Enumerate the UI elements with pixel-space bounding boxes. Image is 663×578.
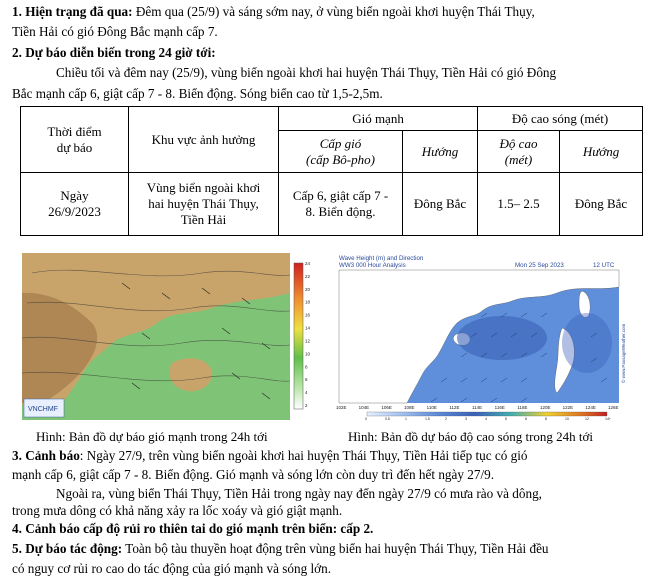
wave-map-lon-label: 116E xyxy=(494,405,505,410)
wave-map-time: 12 UTC xyxy=(593,262,615,269)
section-2-line-1: Chiều tối và đêm nay (25/9), vùng biển ngoài khơi hai huyện Thái Thụy, Tiền Hải có gió Đông xyxy=(56,65,557,80)
section-1-line-1 xyxy=(12,4,652,20)
wave-map-caption: Hình: Bản đồ dự báo độ cao sóng trong 24h tới xyxy=(348,429,594,444)
cell-wind-level: Cấp 6, giật cấp 7 - 8. Biển động. xyxy=(279,173,403,236)
wave-map-lon-label: 112E xyxy=(449,405,460,410)
wave-map-lon-label: 106E xyxy=(381,405,392,410)
section-3-text: : Ngày 27/9, trên vùng biển ngoài khơi hai huyện Thái Thụy, Tiền Hải tiếp tục có gió xyxy=(79,448,528,463)
wave-scale-bar xyxy=(367,412,607,416)
vnchmf-badge-text: VNCHMF xyxy=(28,406,58,413)
wave-scale-label: 6 xyxy=(525,417,527,420)
wind-scale-label: 8 xyxy=(305,364,308,370)
wave-map-date: Mon 25 Sep 2023 xyxy=(515,262,564,269)
wave-map-lon-label: 124E xyxy=(585,405,596,410)
cell-wave-direction: Đông Bắc xyxy=(560,173,643,236)
header-wave-height: Độ cao (mét) xyxy=(478,131,560,173)
wind-scale-label: 12 xyxy=(305,338,311,344)
wave-map-high-waves-east xyxy=(562,313,612,373)
section-3-line-3: Ngoài ra, vùng biển Thái Thụy, Tiền Hải trong ngày nay đến ngày 27/9 có mưa rào và dông, xyxy=(56,486,542,501)
cell-time: Ngày 26/9/2023 xyxy=(21,173,129,236)
wind-scale-label: 10 xyxy=(305,351,311,357)
wave-map-lon-label: 122E xyxy=(562,405,574,410)
wind-scale-label: 2 xyxy=(305,403,308,408)
wave-scale-label: 0.5 xyxy=(385,417,390,420)
wind-scale-labels xyxy=(305,261,311,408)
wave-map-high-waves xyxy=(457,316,547,360)
section-3-heading: 3. Cảnh báo xyxy=(12,448,80,463)
wind-map-graphic xyxy=(22,253,312,420)
header-area: Khu vực ảnh hưởng xyxy=(129,107,279,173)
header-wave-direction: Hướng xyxy=(560,131,643,173)
wave-scale-label: 1.5 xyxy=(425,417,430,420)
header-wind-direction: Hướng xyxy=(403,131,478,173)
wind-scale-label: 20 xyxy=(305,286,311,292)
wave-scale-label: 4 xyxy=(485,417,487,420)
section-1-text: Đêm qua (25/9) và sáng sớm nay, ở vùng biển ngoài khơi huyện Thái Thụy, xyxy=(132,4,535,19)
wind-scale-bar xyxy=(294,263,303,409)
section-5-line-1 xyxy=(12,541,652,557)
wave-scale-label: 2 xyxy=(445,417,447,420)
wave-scale-label: 0 xyxy=(365,417,367,420)
wave-map-lon-label: 102E xyxy=(336,405,347,410)
section-4-heading: 4. Cảnh báo cấp độ rủi ro thiên tai do gió mạnh trên biển: cấp 2. xyxy=(12,521,374,536)
section-5-line-2: có nguy cơ rủi ro cao do tác động của gió mạnh và sóng lớn. xyxy=(12,561,332,576)
wind-scale-label: 14 xyxy=(305,325,311,331)
wind-scale-label: 16 xyxy=(305,312,311,318)
wave-map-lon-label: 108E xyxy=(404,405,415,410)
section-3-line-2: mạnh cấp 6, giật cấp 7 - 8. Biển động. Gió mạnh và sóng lớn còn duy trì đến hết ngày 27/9. xyxy=(12,467,494,482)
wave-scale-label: 8 xyxy=(545,417,547,420)
wind-scale-label: 22 xyxy=(305,273,311,279)
header-wind-level: Cấp gió (cấp Bô-pho) xyxy=(279,131,403,173)
section-5-heading: 5. Dự báo tác động: xyxy=(12,541,123,556)
section-2-line-2: Bắc mạnh cấp 6, giật cấp 7 - 8. Biển động. Sóng biển cao từ 1,5-2,5m. xyxy=(12,86,383,101)
header-wind: Gió mạnh xyxy=(279,107,478,131)
cell-wave-height: 1.5– 2.5 xyxy=(478,173,560,236)
wave-scale-label: 1 xyxy=(405,417,407,420)
section-3-line-1 xyxy=(12,448,652,464)
wind-scale-label: 24 xyxy=(305,261,311,266)
wave-map-graphic xyxy=(327,253,632,420)
wind-forecast-map xyxy=(22,253,312,420)
section-5-text: Toàn bộ tàu thuyền hoạt động trên vùng biển hai huyện Thái Thụy, Tiền Hải đều xyxy=(122,541,549,556)
wave-map-lon-label: 118E xyxy=(517,405,528,410)
wave-map-lon-label: 110E xyxy=(426,405,437,410)
forecast-table xyxy=(20,106,643,236)
section-3-line-4: trong mưa dông có khả năng xảy ra lốc xoáy và gió giật mạnh. xyxy=(12,503,343,518)
table-row xyxy=(21,173,643,236)
wave-map-title: Wave Height (m) and Direction xyxy=(339,255,424,262)
cell-wind-direction: Đông Bắc xyxy=(403,173,478,236)
wave-scale-label: 14+ xyxy=(605,417,611,420)
wave-scale-label: 10 xyxy=(565,417,569,420)
wind-map-caption: Hình: Bản đồ dự báo gió mạnh trong 24h tới xyxy=(36,429,268,444)
cell-area: Vùng biển ngoài khơi hai huyện Thái Thụy, Tiền Hải xyxy=(129,173,279,236)
wind-scale-label: 4 xyxy=(305,390,308,396)
wave-scale-label: 5 xyxy=(505,417,507,420)
wave-scale-labels xyxy=(365,417,611,420)
wave-map-lon-label: 104E xyxy=(358,405,370,410)
wave-scale-label: 12 xyxy=(585,417,589,420)
section-1-heading: 1. Hiện trạng đã qua: xyxy=(12,4,133,19)
wave-map-lon-label: 126E xyxy=(608,405,619,410)
wave-map-subtitle: WW3 000 Hour Analysis xyxy=(339,262,406,269)
wave-height-map xyxy=(327,253,632,420)
header-time: Thời điểm dự báo xyxy=(21,107,129,173)
wave-map-lon-label: 120E xyxy=(540,405,551,410)
wave-map-lon-label: 114E xyxy=(472,405,483,410)
wind-scale-label: 18 xyxy=(305,299,311,305)
wave-scale-label: 3 xyxy=(465,417,467,420)
wave-map-watermark: © www.PassageWeather.com xyxy=(621,323,626,383)
wave-map-longitude-labels xyxy=(336,405,619,410)
section-1-line-2: Tiền Hải có gió Đông Bắc mạnh cấp 7. xyxy=(12,24,218,39)
header-wave: Độ cao sóng (mét) xyxy=(478,107,643,131)
section-2-heading: 2. Dự báo diễn biến trong 24 giờ tới: xyxy=(12,45,216,60)
wind-scale-label: 6 xyxy=(305,377,308,383)
